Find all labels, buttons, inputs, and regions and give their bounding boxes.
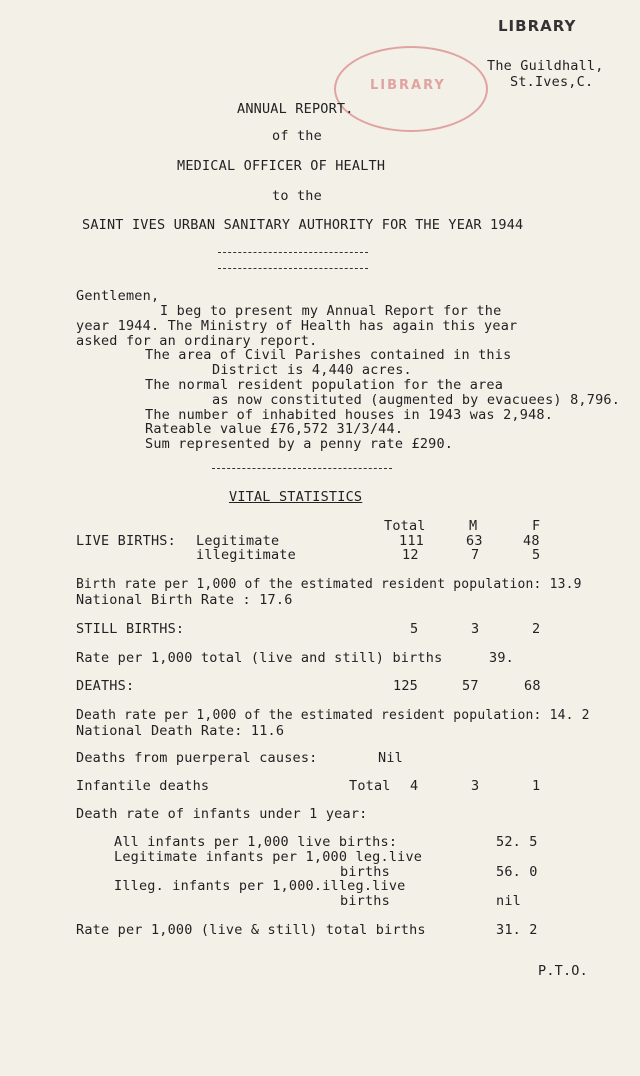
deaths-label: DEATHS: <box>76 678 135 694</box>
divider <box>212 468 392 469</box>
legit-infants-value: 56. 0 <box>496 864 538 880</box>
area-line-1: The area of Civil Parishes contained in this <box>145 347 512 363</box>
live-births-label: LIVE BIRTHS: <box>76 533 176 549</box>
still-births-label: STILL BIRTHS: <box>76 621 185 637</box>
intro-line-2: year 1944. The Ministry of Health has again this year <box>76 318 518 334</box>
library-handwritten-mark: LIBRARY <box>498 17 577 35</box>
population-line-1: The normal resident population for the area <box>145 377 504 393</box>
title-authority: SAINT IVES URBAN SANITARY AUTHORITY FOR THE YEAR 1944 <box>82 217 524 233</box>
title-to-the: to the <box>272 188 322 204</box>
illeg-infants-value: nil <box>496 893 521 909</box>
all-infants-label: All infants per 1,000 live births: <box>114 834 398 850</box>
library-stamp <box>334 46 488 132</box>
still-births-m: 3 <box>471 621 480 637</box>
illegitimate-label: illegitimate <box>196 547 296 563</box>
area-line-2: District is 4,440 acres. <box>212 362 412 378</box>
still-rate-value: 39. <box>489 650 514 666</box>
legitimate-total: 111 <box>399 533 424 549</box>
title-medical-officer: MEDICAL OFFICER OF HEALTH <box>177 158 386 174</box>
title-of-the: of the <box>272 128 322 144</box>
infantile-f: 1 <box>532 778 541 794</box>
infantile-total: 4 <box>410 778 419 794</box>
birth-rate-line: Birth rate per 1,000 of the estimated resident population: 13.9 <box>76 577 582 592</box>
legitimate-label: Legitimate <box>196 533 280 549</box>
salutation: Gentlemen, <box>76 288 160 304</box>
all-infants-value: 52. 5 <box>496 834 538 850</box>
address-line-1: The Guildhall, <box>487 58 604 74</box>
illegitimate-f: 5 <box>532 547 541 563</box>
penny-rate-line: Sum represented by a penny rate £290. <box>145 436 454 452</box>
infant-rate-heading: Death rate of infants under 1 year: <box>76 806 368 822</box>
report-title: ANNUAL REPORT. <box>237 101 354 117</box>
still-rate-label: Rate per 1,000 total (live and still) births <box>76 650 443 666</box>
rateable-line: Rateable value £76,572 31/3/44. <box>145 421 404 437</box>
infantile-total-label: Total <box>349 778 391 794</box>
address-line-2: St.Ives,C. <box>510 74 594 90</box>
col-m-header: M <box>469 518 478 534</box>
infantile-m: 3 <box>471 778 480 794</box>
col-total-header: Total <box>384 518 426 534</box>
still-births-f: 2 <box>532 621 541 637</box>
illeg-infants-label: Illeg. infants per 1,000.illeg.live <box>114 878 406 894</box>
legit-infants-label: Legitimate infants per 1,000 leg.live <box>114 849 423 865</box>
total-rate-value: 31. 2 <box>496 922 538 938</box>
national-death-rate: National Death Rate: 11.6 <box>76 723 285 739</box>
divider <box>218 252 368 253</box>
legitimate-m: 63 <box>466 533 483 549</box>
legit-infants-label-births: births <box>340 864 390 880</box>
death-rate-line: Death rate per 1,000 of the estimated resident population: 14. 2 <box>76 708 590 723</box>
divider <box>218 268 368 269</box>
puerperal-label: Deaths from puerperal causes: <box>76 750 318 766</box>
illegitimate-total: 12 <box>402 547 419 563</box>
deaths-f: 68 <box>524 678 541 694</box>
intro-line-1: I beg to present my Annual Report for the <box>160 303 502 319</box>
infantile-deaths-label: Infantile deaths <box>76 778 210 794</box>
deaths-total: 125 <box>393 678 418 694</box>
illegitimate-m: 7 <box>471 547 480 563</box>
deaths-m: 57 <box>462 678 479 694</box>
population-line-2: as now constituted (augmented by evacuees) 8,796. <box>212 392 621 408</box>
total-rate-label: Rate per 1,000 (live & still) total births <box>76 922 426 938</box>
illeg-infants-label-births: births <box>340 893 390 909</box>
pto-marker: P.T.O. <box>538 963 588 979</box>
stamp-text: LIBRARY <box>370 78 446 93</box>
houses-line: The number of inhabited houses in 1943 was 2,948. <box>145 407 554 423</box>
vital-statistics-heading: VITAL STATISTICS <box>229 489 363 505</box>
intro-line-3: asked for an ordinary report. <box>76 333 318 349</box>
national-birth-rate: National Birth Rate : 17.6 <box>76 592 293 608</box>
puerperal-value: Nil <box>378 750 403 766</box>
still-births-total: 5 <box>410 621 419 637</box>
col-f-header: F <box>532 518 541 534</box>
legitimate-f: 48 <box>523 533 540 549</box>
